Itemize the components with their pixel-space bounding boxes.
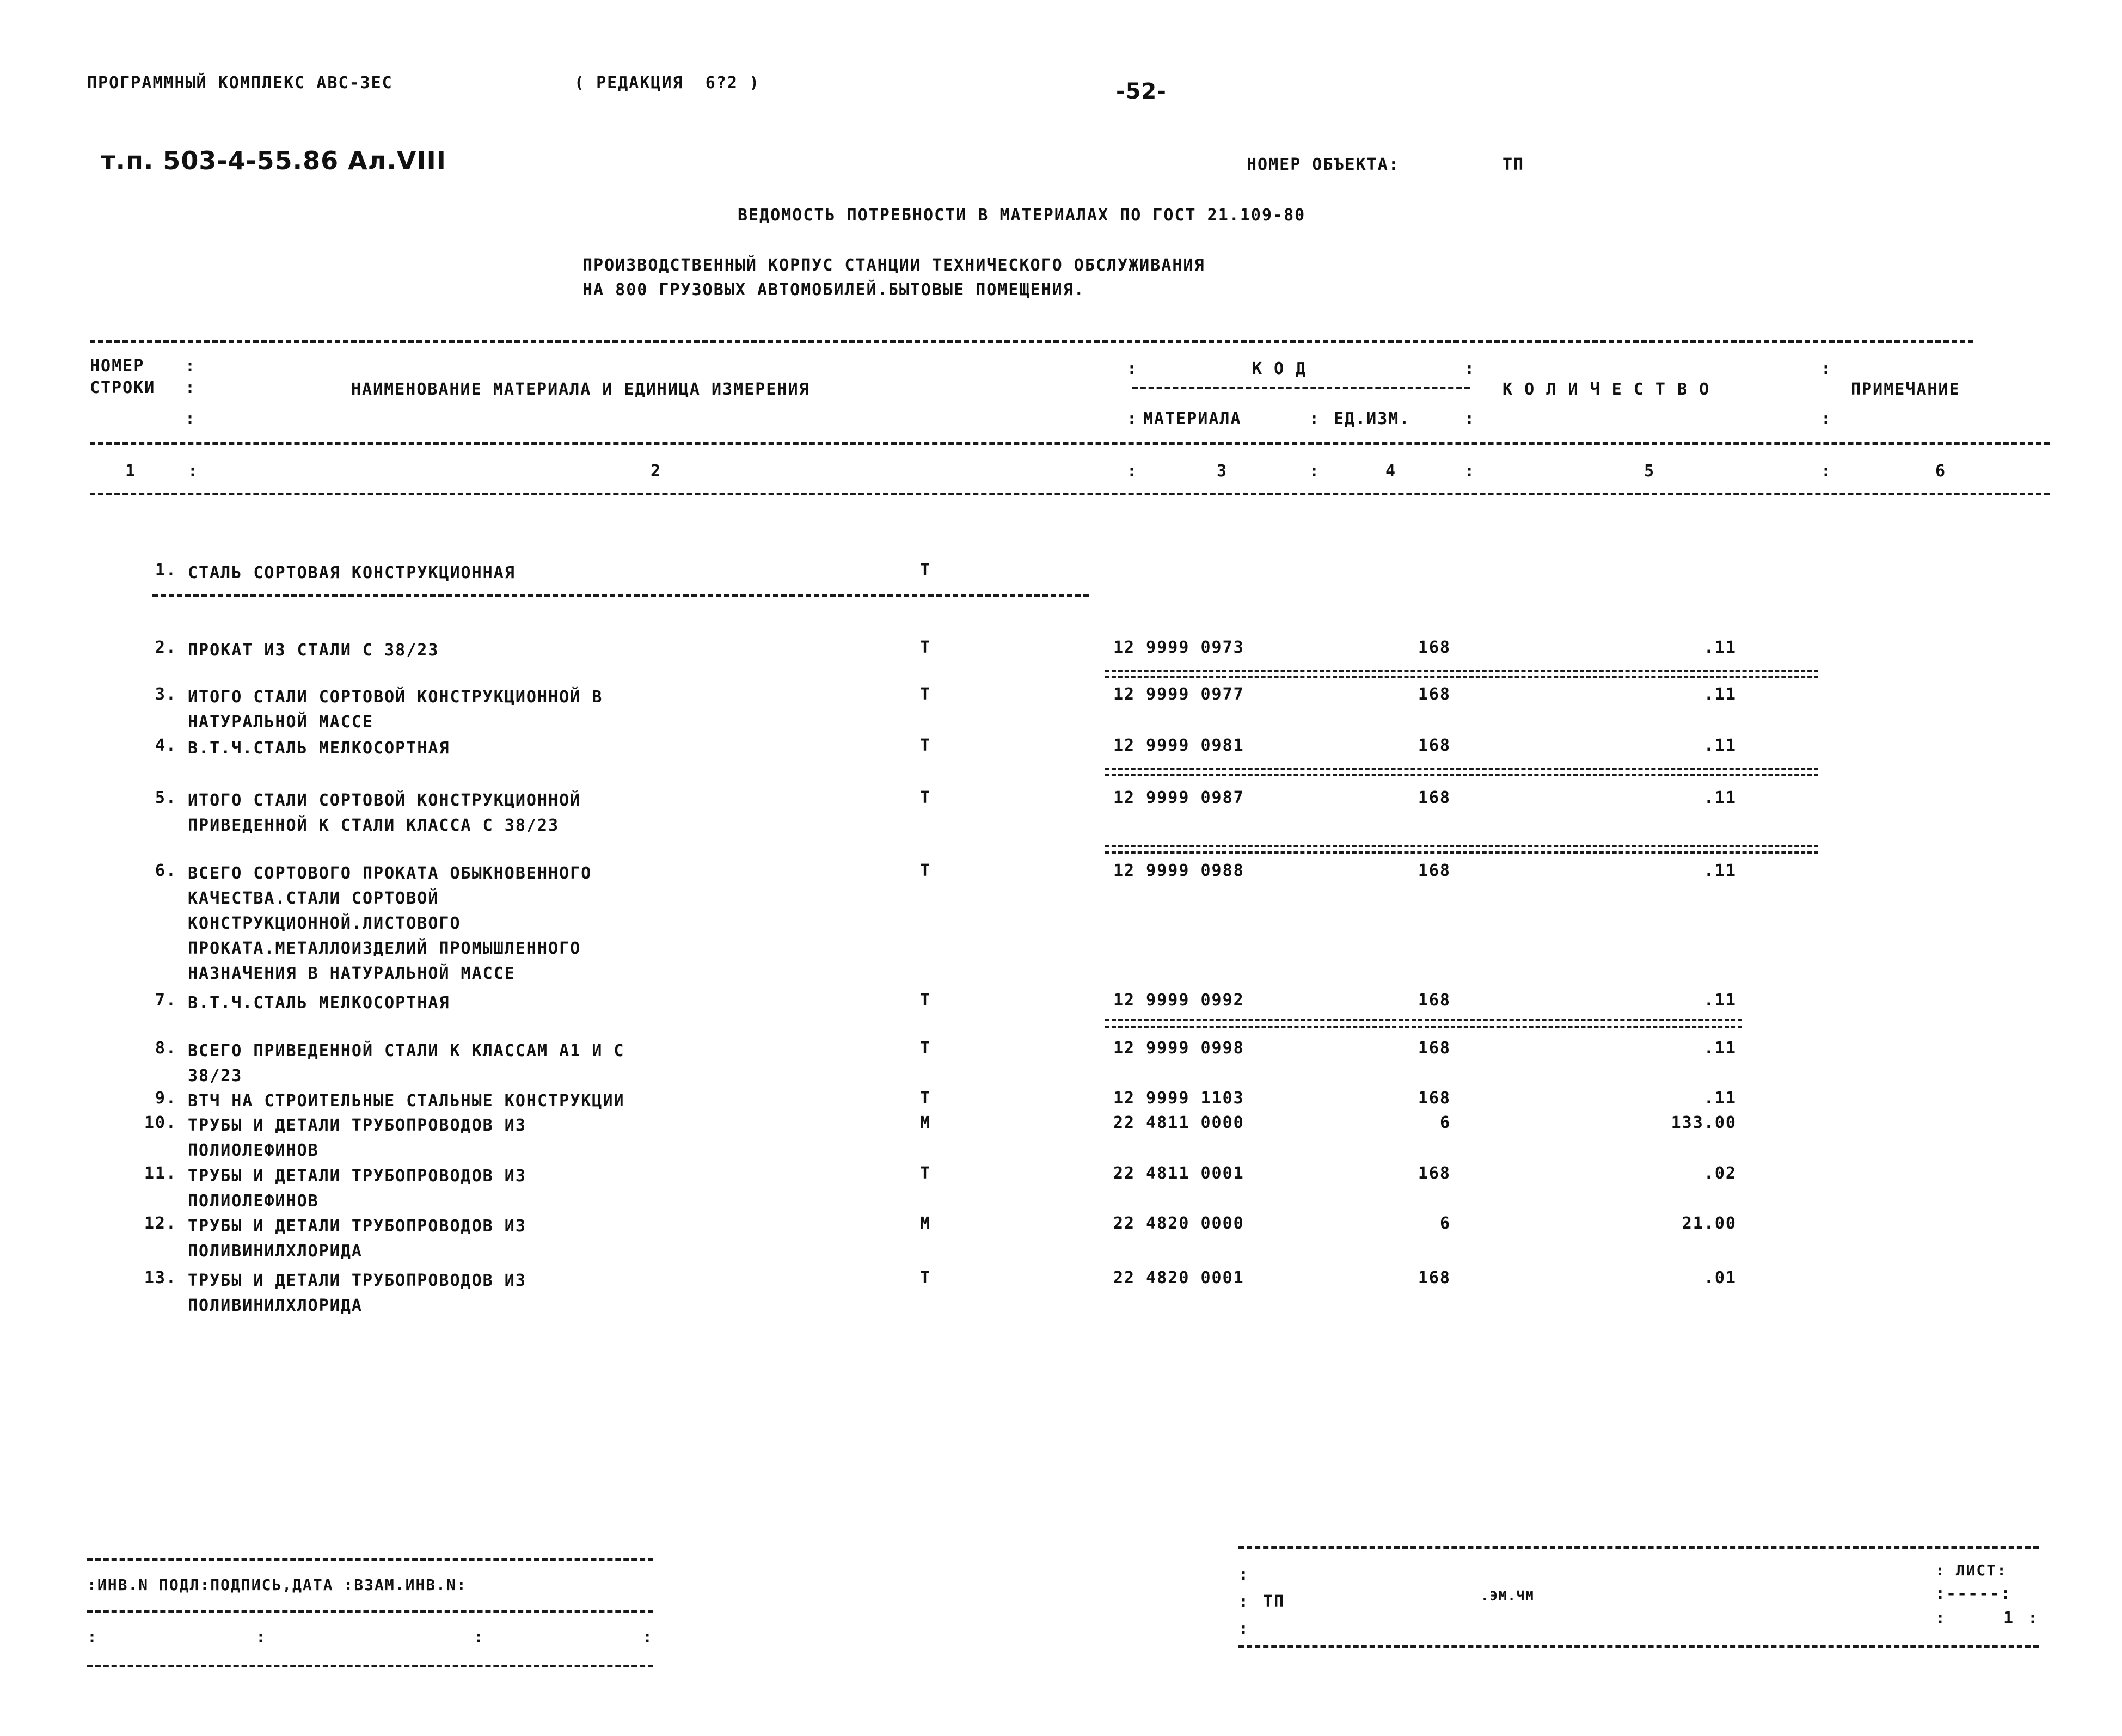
document-title: ВЕДОМОСТЬ ПОТРЕБНОСТИ В МАТЕРИАЛАХ ПО ГОСТ 21.109-80 [738, 206, 1306, 225]
col-number-3: 3 [1217, 462, 1228, 481]
separator: : [1127, 409, 1137, 428]
col-header-name: НАИМЕНОВАНИЕ МАТЕРИАЛА И ЕДИНИЦА ИЗМЕРЕНИЯ [351, 380, 810, 399]
page-number: -52- [1116, 79, 1167, 104]
material-code: 22 4820 0001 [1113, 1268, 1244, 1287]
document-subtitle-1: ПРОИЗВОДСТВЕННЫЙ КОРПУС СТАНЦИИ ТЕХНИЧЕСКОГО ОБСЛУЖИВАНИЯ [582, 256, 1205, 275]
header-bottom-rule [90, 493, 2050, 495]
row-divider [1105, 845, 1818, 854]
material-code: 12 9999 0987 [1113, 788, 1244, 807]
titleblock-rule [1238, 1645, 2039, 1648]
unit-code: 168 [1418, 1164, 1451, 1183]
row-divider [152, 594, 1089, 597]
row-number: 13. [144, 1268, 177, 1287]
row-number: 4. [155, 736, 177, 755]
separator: : [1821, 359, 1831, 378]
quantity: 133.00 [1671, 1113, 1737, 1132]
material-name: ВСЕГО СОРТОВОГО ПРОКАТА ОБЫКНОВЕННОГО КАЧЕСТВА.СТАЛИ СОРТОВОЙ КОНСТРУКЦИОННОЙ.ЛИСТОВОГО ПРОКАТА.МЕТАЛЛОИЗДЕЛИЙ ПРОМЫШЛЕННОГО НАЗНАЧЕНИЯ В НАТУРАЛЬНОЙ МАССЕ [188, 864, 592, 983]
unit-of-measure: Т [920, 561, 931, 580]
col-header-quantity: К О Л И Ч Е С Т В О [1502, 380, 1710, 399]
row-number: 8. [155, 1039, 177, 1058]
object-label: НОМЕР ОБЪЕКТА: [1247, 155, 1400, 174]
col-header-code: К О Д [1252, 359, 1307, 378]
code-split-rule [1132, 387, 1470, 389]
material-name: СТАЛЬ СОРТОВАЯ КОНСТРУКЦИОННАЯ [188, 563, 516, 582]
unit-of-measure: Т [920, 991, 931, 1010]
separator: : [1238, 1565, 1249, 1584]
material-name: ТРУБЫ И ДЕТАЛИ ТРУБОПРОВОДОВ ИЗ ПОЛИОЛЕФИНОВ [188, 1116, 526, 1160]
col-header-note: ПРИМЕЧАНИЕ [1851, 380, 1960, 399]
material-code: 12 9999 0981 [1113, 736, 1244, 755]
col-number-2: 2 [651, 462, 662, 481]
unit-of-measure: Т [920, 1164, 931, 1183]
sheet-label-rule: :-----: [1935, 1584, 2012, 1603]
unit-code: 168 [1418, 861, 1451, 880]
material-code: 12 9999 0973 [1113, 638, 1244, 657]
stamp-rule [87, 1558, 653, 1561]
row-number: 6. [155, 861, 177, 880]
unit-of-measure: Т [920, 1268, 931, 1287]
unit-of-measure: Т [920, 1089, 931, 1108]
material-name: ТРУБЫ И ДЕТАЛИ ТРУБОПРОВОДОВ ИЗ ПОЛИВИНИЛХЛОРИДА [188, 1271, 526, 1315]
unit-of-measure: Т [920, 736, 931, 755]
material-name: В.Т.Ч.СТАЛЬ МЕЛКОСОРТНАЯ [188, 739, 450, 758]
quantity: .11 [1703, 1089, 1737, 1108]
separator: : [185, 409, 195, 428]
unit-code: 6 [1439, 1214, 1451, 1233]
row-number: 11. [144, 1164, 177, 1183]
sheet-label: : ЛИСТ: [1935, 1561, 2008, 1579]
material-name: ИТОГО СТАЛИ СОРТОВОЙ КОНСТРУКЦИОННОЙ ПРИВЕДЕННОЙ К СТАЛИ КЛАССА С 38/23 [188, 791, 581, 835]
document-subtitle-2: НА 800 ГРУЗОВЫХ АВТОМОБИЛЕЙ.БЫТОВЫЕ ПОМЕЩЕНИЯ. [582, 280, 1085, 299]
material-name: ТРУБЫ И ДЕТАЛИ ТРУБОПРОВОДОВ ИЗ ПОЛИОЛЕФИНОВ [188, 1167, 526, 1211]
quantity: .11 [1703, 991, 1737, 1010]
separator: : [1935, 1609, 1946, 1628]
quantity: .11 [1703, 685, 1737, 704]
row-number: 3. [155, 685, 177, 704]
separator: : [1127, 462, 1137, 481]
quantity: .01 [1703, 1268, 1737, 1287]
material-code: 22 4811 0000 [1113, 1113, 1244, 1132]
material-name: ИТОГО СТАЛИ СОРТОВОЙ КОНСТРУКЦИОННОЙ В НАТУРАЛЬНОЙ МАССЕ [188, 688, 603, 732]
quantity: .11 [1703, 638, 1737, 657]
col-number-1: 1 [125, 462, 137, 481]
unit-code: 168 [1418, 991, 1451, 1010]
unit-of-measure: Т [920, 1039, 931, 1058]
separator: : [1127, 359, 1137, 378]
material-code: 22 4811 0001 [1113, 1164, 1244, 1183]
titleblock-doc-suffix: .ЭМ.ЧМ [1481, 1588, 1535, 1604]
col-header-rowno-2: СТРОКИ [90, 378, 156, 397]
unit-code: 168 [1418, 736, 1451, 755]
row-number: 12. [144, 1214, 177, 1233]
separator: : [1821, 409, 1831, 428]
edition-label: ( РЕДАКЦИЯ 6?2 ) [574, 73, 761, 93]
separator: : [1821, 462, 1831, 481]
row-number: 7. [155, 991, 177, 1010]
unit-code: 6 [1439, 1113, 1451, 1132]
unit-of-measure: Т [920, 788, 931, 807]
separator: : [256, 1628, 266, 1647]
unit-code: 168 [1418, 1268, 1451, 1287]
col-number-4: 4 [1385, 462, 1397, 481]
row-divider [1105, 670, 1818, 678]
separator: : [1464, 409, 1475, 428]
col-number-5: 5 [1644, 462, 1655, 481]
unit-of-measure: М [920, 1214, 931, 1233]
material-code: 12 9999 0998 [1113, 1039, 1244, 1058]
separator: : [1464, 462, 1475, 481]
material-code: 12 9999 0977 [1113, 685, 1244, 704]
row-number: 2. [155, 638, 177, 657]
material-name: ВТЧ НА СТРОИТЕЛЬНЫЕ СТАЛЬНЫЕ КОНСТРУКЦИИ [188, 1091, 625, 1111]
col-header-unit: ЕД.ИЗМ. [1334, 409, 1410, 428]
unit-code: 168 [1418, 638, 1451, 657]
separator: : [474, 1628, 484, 1647]
separator: : [185, 357, 195, 376]
row-divider [1105, 768, 1818, 776]
row-number: 9. [155, 1089, 177, 1108]
separator: : [1238, 1620, 1249, 1639]
header-top-rule [90, 340, 1973, 343]
project-code: т.п. 503-4-55.86 Ал.VIII [101, 146, 446, 175]
separator: : [2028, 1609, 2038, 1628]
material-name: ТРУБЫ И ДЕТАЛИ ТРУБОПРОВОДОВ ИЗ ПОЛИВИНИЛХЛОРИДА [188, 1217, 526, 1261]
unit-code: 168 [1418, 1039, 1451, 1058]
unit-of-measure: Т [920, 861, 931, 880]
program-name: ПРОГРАММНЫЙ КОМПЛЕКС АВС-3ЕС [87, 73, 393, 93]
unit-code: 168 [1418, 1089, 1451, 1108]
stamp-rule [87, 1610, 653, 1613]
row-number: 10. [144, 1113, 177, 1132]
stamp-header: :ИНВ.N ПОДЛ:ПОДПИСЬ,ДАТА :ВЗАМ.ИНВ.N: [87, 1576, 467, 1594]
separator: : [87, 1628, 97, 1647]
separator: : [185, 378, 195, 397]
col-header-rowno-1: НОМЕР [90, 357, 145, 376]
sheet-number: 1 [2003, 1609, 2015, 1628]
unit-of-measure: М [920, 1113, 931, 1132]
quantity: .02 [1703, 1164, 1737, 1183]
material-name: ВСЕГО ПРИВЕДЕННОЙ СТАЛИ К КЛАССАМ А1 И С 38/23 [188, 1041, 625, 1085]
row-divider [1105, 1019, 1742, 1028]
separator: : [1464, 359, 1475, 378]
unit-code: 168 [1418, 685, 1451, 704]
separator: : [188, 462, 198, 481]
separator: : [1309, 409, 1320, 428]
header-mid-rule [90, 442, 2050, 445]
row-number: 1. [155, 561, 177, 580]
material-code: 12 9999 0988 [1113, 861, 1244, 880]
unit-code: 168 [1418, 788, 1451, 807]
stamp-rule [87, 1665, 653, 1667]
material-name: В.Т.Ч.СТАЛЬ МЕЛКОСОРТНАЯ [188, 993, 450, 1013]
unit-of-measure: Т [920, 685, 931, 704]
col-number-6: 6 [1935, 462, 1947, 481]
col-header-material: МАТЕРИАЛА [1143, 409, 1242, 428]
quantity: .11 [1703, 788, 1737, 807]
titleblock-doc-code: ТП [1263, 1592, 1285, 1611]
quantity: 21.00 [1682, 1214, 1737, 1233]
separator: : [1238, 1592, 1249, 1611]
separator: : [642, 1628, 653, 1647]
unit-of-measure: Т [920, 638, 931, 657]
quantity: .11 [1703, 861, 1737, 880]
quantity: .11 [1703, 1039, 1737, 1058]
material-name: ПРОКАТ ИЗ СТАЛИ С 38/23 [188, 641, 439, 660]
material-code: 12 9999 0992 [1113, 991, 1244, 1010]
material-code: 12 9999 1103 [1113, 1089, 1244, 1108]
material-code: 22 4820 0000 [1113, 1214, 1244, 1233]
row-number: 5. [155, 788, 177, 807]
quantity: .11 [1703, 736, 1737, 755]
separator: : [1309, 462, 1320, 481]
titleblock-rule [1238, 1546, 2039, 1549]
object-value: ТП [1502, 155, 1525, 174]
